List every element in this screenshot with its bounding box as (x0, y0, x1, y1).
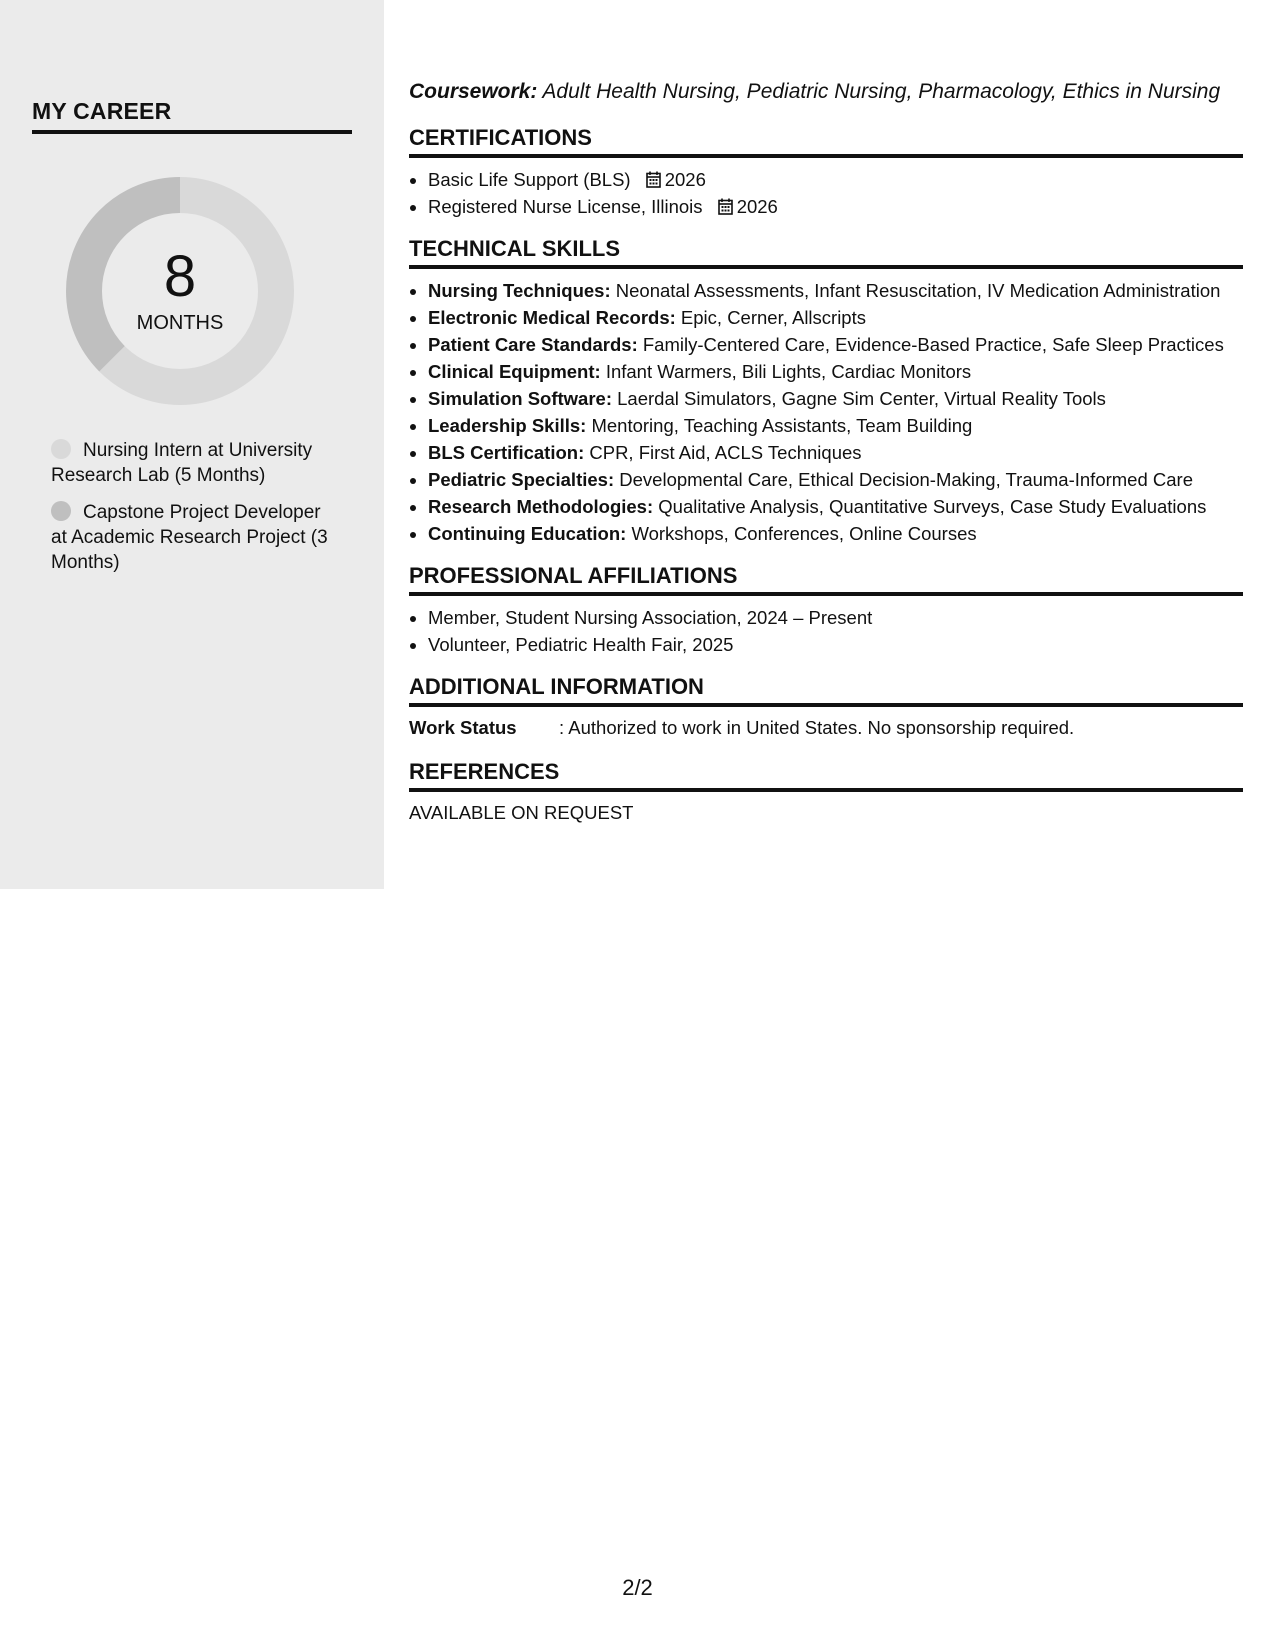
skill-item (428, 439, 1243, 466)
skill-label: Leadership Skills: (428, 415, 587, 436)
skill-item (428, 358, 1243, 385)
career-legend-label: Capstone Project Developer at Academic Research Project (3 Months) (51, 502, 328, 573)
skill-item (428, 277, 1243, 304)
skill-text: Qualitative Analysis, Quantitative Surveys, Case Study Evaluations (653, 496, 1207, 517)
skill-item (428, 331, 1243, 358)
affiliation-item: • Volunteer, Pediatric Health Fair, 2025 (428, 631, 1243, 658)
career-legend (51, 438, 331, 587)
additional-info-heading: ADDITIONAL INFORMATION (409, 674, 1243, 707)
legend-dot-icon (51, 439, 71, 459)
skill-label: Nursing Techniques: (428, 280, 611, 301)
donut-total-number: 8 (163, 244, 197, 309)
skill-item (428, 466, 1243, 493)
skill-text: Epic, Cerner, Allscripts (675, 307, 866, 328)
career-legend-item (51, 438, 331, 488)
legend-dot-icon (51, 501, 71, 521)
skill-text: Neonatal Assessments, Infant Resuscitation, IV Medication Administration (610, 280, 1221, 301)
skill-text: Developmental Care, Ethical Decision-Making, Trauma-Informed Care (614, 469, 1193, 490)
certification-year: 2026 (736, 196, 778, 217)
career-legend-item (51, 500, 331, 575)
coursework (409, 79, 1243, 105)
certifications-list (409, 166, 1243, 220)
skill-text: Mentoring, Teaching Assistants, Team Building (586, 415, 973, 436)
certification-item (428, 166, 1243, 193)
skill-text: Infant Warmers, Bili Lights, Cardiac Monitors (600, 361, 972, 382)
main-content (409, 79, 1243, 826)
calendar-icon (646, 171, 661, 188)
skill-text: Workshops, Conferences, Online Courses (626, 523, 977, 544)
technical-skills-list (409, 277, 1243, 547)
work-status-row (409, 715, 1243, 741)
skill-item (428, 493, 1243, 520)
calendar-icon (718, 198, 733, 215)
certification-date (718, 196, 778, 217)
skill-label: Pediatric Specialties: (428, 469, 615, 490)
skill-label: Continuing Education: (428, 523, 627, 544)
affiliations-heading: PROFESSIONAL AFFILIATIONS (409, 563, 1243, 596)
affiliations-list (409, 604, 1243, 658)
skill-text: Family-Centered Care, Evidence-Based Practice, Safe Sleep Practices (637, 334, 1224, 355)
skill-label: Patient Care Standards: (428, 334, 638, 355)
page-number: 2/2 (622, 1575, 653, 1600)
career-legend-label: Nursing Intern at University Research Lab (5 Months) (51, 440, 313, 486)
skill-item (428, 412, 1243, 439)
technical-skills-heading: TECHNICAL SKILLS (409, 236, 1243, 269)
references-text: AVAILABLE ON REQUEST (409, 802, 634, 823)
sidebar (0, 0, 384, 889)
affiliation-item: • Member, Student Nursing Association, 2024 – Present (428, 604, 1243, 631)
coursework-text: Adult Health Nursing, Pediatric Nursing, Pharmacology, Ethics in Nursing (537, 80, 1221, 103)
skill-text: Laerdal Simulators, Gagne Sim Center, Virtual Reality Tools (612, 388, 1106, 409)
donut-total-unit: MONTHS (136, 312, 224, 334)
skill-label: BLS Certification: (428, 442, 585, 463)
certifications-heading: CERTIFICATIONS (409, 125, 1243, 158)
work-status-label: Work Status (409, 717, 517, 738)
skill-item (428, 520, 1243, 547)
certification-year: 2026 (664, 169, 706, 190)
skill-text: CPR, First Aid, ACLS Techniques (584, 442, 862, 463)
coursework-label: Coursework: (409, 80, 538, 103)
sidebar-title: MY CAREER (32, 98, 352, 134)
skill-label: Simulation Software: (428, 388, 612, 409)
skill-label: Electronic Medical Records: (428, 307, 676, 328)
work-status-value: : Authorized to work in United States. No sponsorship required. (559, 717, 1075, 738)
certification-item (428, 193, 1243, 220)
skill-label: Clinical Equipment: (428, 361, 601, 382)
skill-item (428, 385, 1243, 412)
skill-label: Research Methodologies: (428, 496, 654, 517)
skill-item (428, 304, 1243, 331)
certification-name: Registered Nurse License, Illinois (428, 196, 703, 217)
certification-name: Basic Life Support (BLS) (428, 169, 631, 190)
certification-date (646, 169, 706, 190)
references-heading: REFERENCES (409, 759, 1243, 792)
